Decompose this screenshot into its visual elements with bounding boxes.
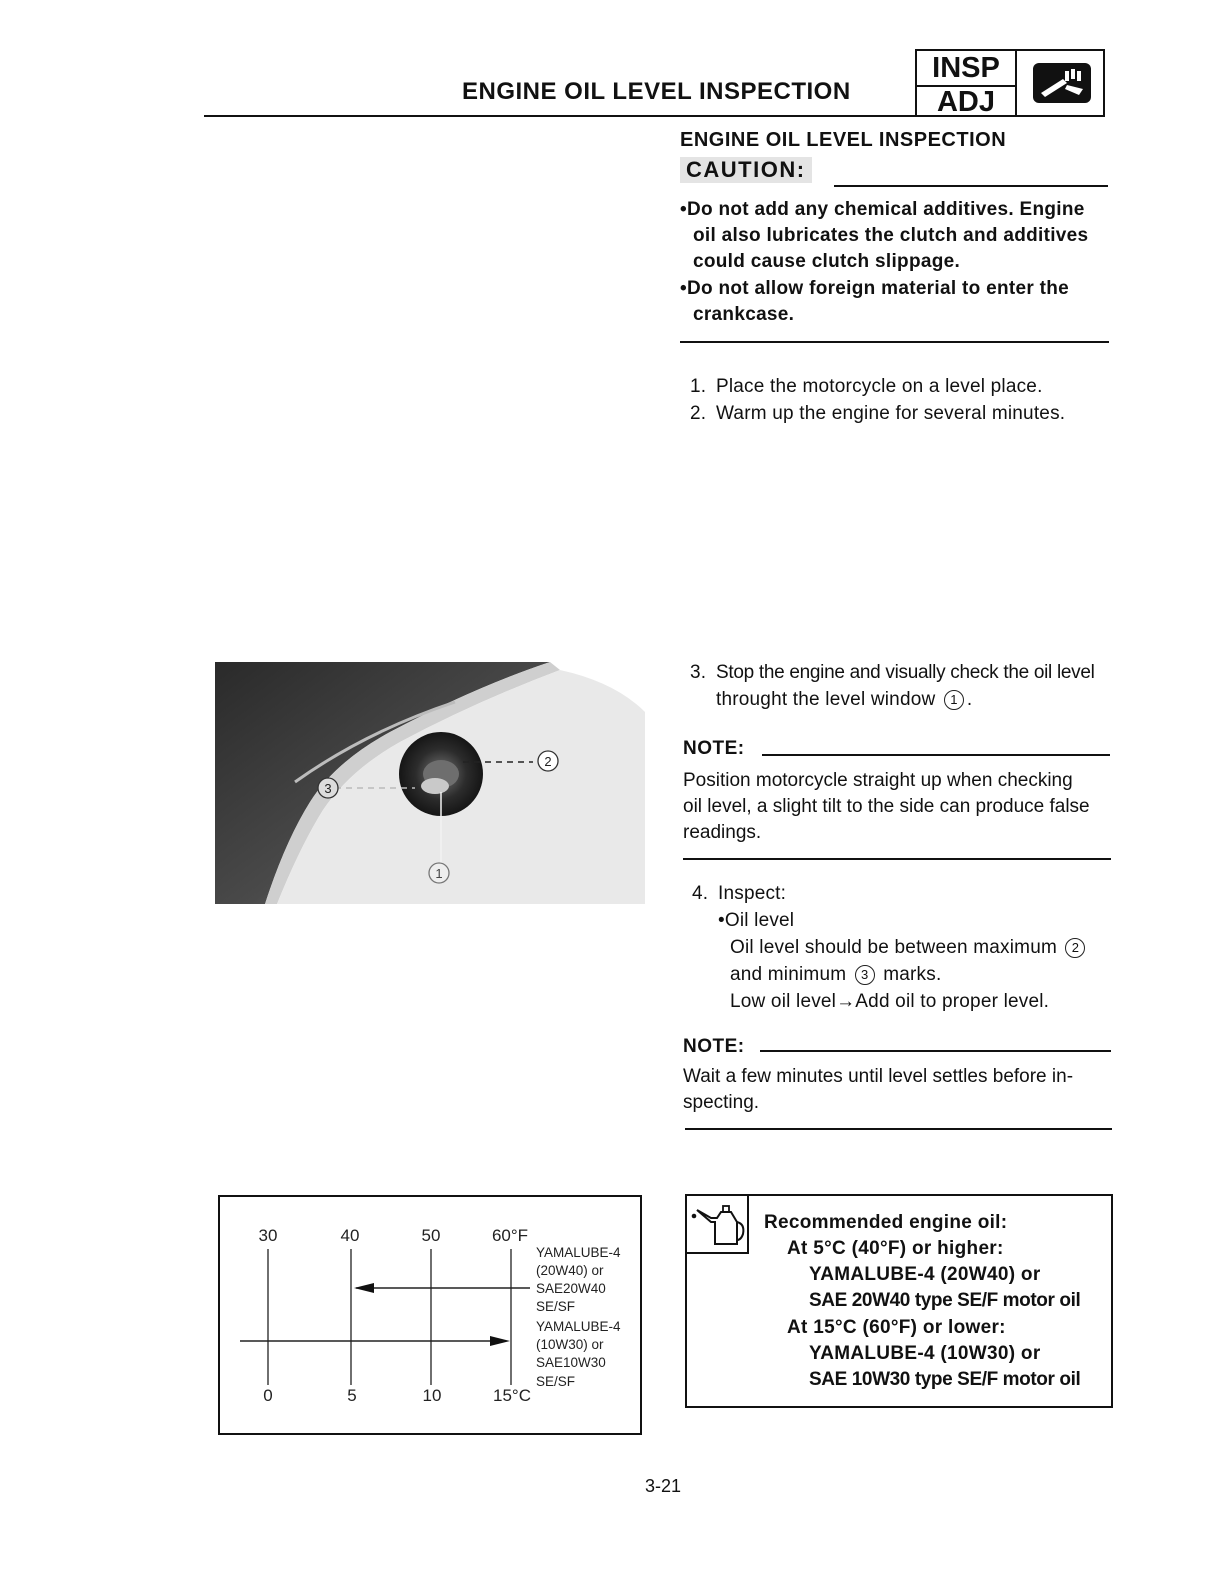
photo-callout-2 [538, 751, 558, 771]
step-3 [690, 659, 1110, 713]
step-1 [690, 373, 1110, 400]
chart-arrow-upper-head [354, 1283, 374, 1293]
caution-bullet-2-line2: crankcase. [693, 304, 795, 325]
chart-oil-upper-1: YAMALUBE-4 [536, 1245, 621, 1260]
svg-text:2: 2 [544, 754, 552, 769]
note-2-label: NOTE: [683, 1036, 745, 1057]
svg-text:3: 3 [324, 781, 332, 796]
photo-callout-1 [429, 863, 449, 883]
step-3-line1: Stop the engine and visually check the oil level [716, 662, 1095, 683]
chart-arrow-lower-head [490, 1336, 510, 1346]
note-1-end-rule [683, 858, 1111, 860]
caution-bullet-2-line1: •Do not allow foreign material to enter the [680, 278, 1070, 299]
chart-oil-lower-4: SE/SF [536, 1374, 576, 1389]
note-1-line2: oil level, a slight tilt to the side can produce false [683, 796, 1090, 817]
rec-oil-2b: SAE 10W30 type SE/F motor oil [809, 1369, 1081, 1390]
ref-marker-1: 1 [944, 690, 964, 710]
step-4-line1: Oil level should be between maximum [730, 937, 1057, 958]
step-1-number: 1. [690, 376, 707, 397]
step-2 [690, 400, 1110, 427]
rec-title: Recommended engine oil: [764, 1212, 1008, 1233]
step-4-line2a: and minimum [730, 964, 847, 985]
chart-bottom-label-5: 5 [347, 1386, 357, 1405]
ref-marker-3: 3 [855, 965, 875, 985]
oil-level-window-photo [215, 662, 645, 904]
chart-top-label-40: 40 [340, 1226, 360, 1245]
page-number: 3-21 [645, 1476, 682, 1496]
step-4-number: 4. [692, 883, 709, 904]
step-1-text: Place the motorcycle on a level place. [716, 376, 1043, 397]
note-2-label-rule [760, 1050, 1111, 1052]
caution-label: CAUTION: [680, 157, 812, 183]
section-title: ENGINE OIL LEVEL INSPECTION [680, 129, 1007, 151]
caution-rule [834, 185, 1108, 187]
note-1-label-rule [762, 754, 1110, 756]
chart-oil-upper-3: SAE20W40 [536, 1281, 606, 1296]
chart-bottom-label-15c: 15°C [493, 1386, 531, 1405]
rec-condition-1: At 5°C (40°F) or higher: [787, 1238, 1004, 1259]
step-3-end: . [966, 689, 973, 710]
oil-can-icon [685, 1194, 749, 1254]
badge-insp: INSP [917, 51, 1017, 87]
note-2-body [683, 1064, 1113, 1116]
ref-marker-2: 2 [1065, 938, 1085, 958]
caution-bullet-1-line3: could cause clutch slippage. [693, 251, 961, 272]
wrench-tool-icon [1027, 59, 1097, 107]
chart-oil-lower-1: YAMALUBE-4 [536, 1319, 621, 1334]
caution-end-rule [680, 341, 1109, 343]
recommended-oil-box [685, 1194, 1113, 1408]
chart-oil-upper-4: SE/SF [536, 1299, 576, 1314]
note-2-line2: specting. [683, 1092, 760, 1113]
chart-bottom-label-0: 0 [263, 1386, 273, 1405]
section-badge [915, 49, 1105, 117]
chart-oil-lower-3: SAE10W30 [536, 1355, 606, 1370]
note-1-line1: Position motorcycle straight up when checking [683, 770, 1073, 791]
step-2-text: Warm up the engine for several minutes. [716, 403, 1066, 424]
step-4-title: Inspect: [718, 883, 787, 904]
note-2-end-rule [685, 1128, 1112, 1130]
note-1-label: NOTE: [683, 738, 745, 759]
caution-bullet-1-line1: •Do not add any chemical additives. Engine [680, 199, 1085, 220]
note-1-body [683, 768, 1113, 846]
step-3-number: 3. [690, 662, 707, 683]
step-4-item: •Oil level [718, 910, 795, 931]
photo-callout-3 [318, 778, 338, 798]
rec-oil-1b: SAE 20W40 type SE/F motor oil [809, 1290, 1081, 1311]
step-3-line2: throught the level window [716, 689, 936, 710]
rec-oil-1a: YAMALUBE-4 (20W40) or [809, 1264, 1041, 1285]
chart-top-label-50: 50 [421, 1226, 441, 1245]
page-header-title: ENGINE OIL LEVEL INSPECTION [462, 78, 851, 105]
caution-bullet-1-line2: oil also lubricates the clutch and additives [693, 225, 1089, 246]
chart-bottom-label-10: 10 [422, 1386, 442, 1405]
header-rule [204, 115, 916, 117]
step-2-number: 2. [690, 403, 707, 424]
caution-bullet-2 [680, 276, 1114, 328]
chart-top-label-60f: 60°F [491, 1226, 529, 1245]
caution-bullet-1 [680, 197, 1114, 275]
step-4-line2b: marks. [883, 964, 942, 985]
rec-oil-2a: YAMALUBE-4 (10W30) or [809, 1343, 1041, 1364]
note-1-line3: readings. [683, 822, 762, 843]
note-2-line1: Wait a few minutes until level settles before in- [683, 1066, 1074, 1087]
rec-condition-2: At 15°C (60°F) or lower: [787, 1317, 1006, 1338]
chart-oil-lower-2: (10W30) or [536, 1337, 604, 1352]
oil-temperature-chart [220, 1197, 640, 1433]
step-4-line3: Low oil level→Add oil to proper level. [730, 991, 1050, 1012]
badge-adj: ADJ [917, 87, 1017, 117]
chart-top-label-30: 30 [258, 1226, 278, 1245]
step-4 [692, 880, 1112, 1015]
svg-text:1: 1 [435, 866, 443, 881]
chart-oil-upper-2: (20W40) or [536, 1263, 604, 1278]
